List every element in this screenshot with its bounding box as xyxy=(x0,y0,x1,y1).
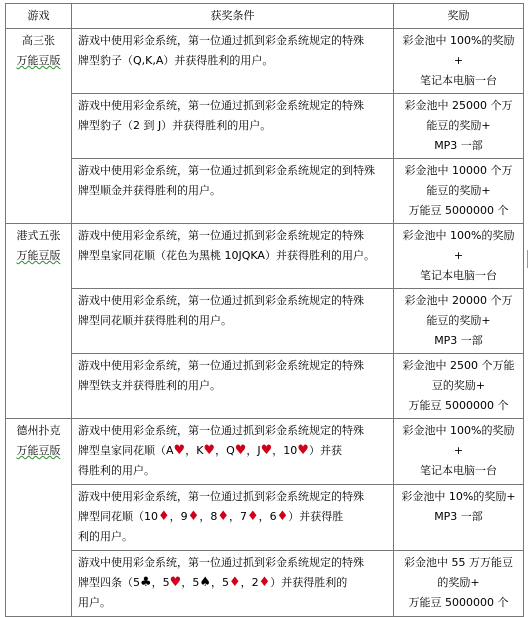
heart-icon: ♥ xyxy=(203,443,216,458)
reward-line: 能豆的奖励+ xyxy=(426,314,491,327)
club-icon: ♣ xyxy=(140,575,152,590)
reward-line: 彩金池中 20000 个万 xyxy=(404,294,513,307)
heart-icon: ♥ xyxy=(169,575,182,590)
game-name: 德州扑克 xyxy=(16,424,61,437)
heart-icon: ♥ xyxy=(260,443,273,458)
condition-line: 利的用户。 xyxy=(78,530,133,543)
reward-line: + xyxy=(453,444,464,457)
reward-cell xyxy=(394,419,524,485)
reward-line: 豆的奖励+ xyxy=(431,379,486,392)
table-row xyxy=(6,551,524,617)
condition-line: 牌型铁支并获得胜利的用户。 xyxy=(78,379,221,392)
condition-line: 游戏中使用彩金系统，第一位通过抓到彩金系统规定的特殊 xyxy=(78,359,364,372)
reward-cell xyxy=(394,159,524,224)
condition-line: 牌型同花顺并获得胜利的用户。 xyxy=(78,314,232,327)
reward-line: 能豆的奖励+ xyxy=(426,119,491,132)
reward-line: 万能豆 5000000 个 xyxy=(408,399,509,412)
condition-line: 牌型同花顺（10♦，9♦，8♦，7♦，6♦）并获得胜 xyxy=(78,509,344,524)
heart-icon: ♥ xyxy=(234,443,247,458)
condition-cell xyxy=(72,354,394,419)
reward-cell xyxy=(394,551,524,617)
reward-line: + xyxy=(453,54,464,67)
heart-icon: ♥ xyxy=(173,443,186,458)
reward-cell xyxy=(394,354,524,419)
diamond-icon: ♦ xyxy=(217,509,229,524)
reward-line: + xyxy=(453,249,464,262)
game-cell xyxy=(6,419,72,617)
condition-line: 游戏中使用彩金系统，第一位通过抓到彩金系统规定的到特殊 xyxy=(78,164,375,177)
reward-line: 彩金池中 10%的奖励+ xyxy=(401,490,516,503)
condition-line: 牌型皇家同花顺（A♥，K♥，Q♥，J♥，10♥）并获 xyxy=(78,443,342,458)
table-row xyxy=(6,94,524,159)
header-condition: 获奖条件 xyxy=(72,4,394,29)
reward-line: 笔记本电脑一台 xyxy=(420,74,497,87)
header-row xyxy=(6,4,524,29)
table-row xyxy=(6,224,524,289)
condition-line: 得胜利的用户。 xyxy=(78,464,155,477)
heart-icon: ♥ xyxy=(297,443,309,458)
condition-cell xyxy=(72,159,394,224)
condition-line: 游戏中使用彩金系统，第一位通过抓到彩金系统规定的特殊 xyxy=(78,34,364,47)
game-cell xyxy=(6,29,72,224)
game-cell xyxy=(6,224,72,419)
table-row xyxy=(6,485,524,551)
table-row xyxy=(6,354,524,419)
condition-line: 游戏中使用彩金系统，第一位通过抓到彩金系统规定的特殊 xyxy=(78,99,364,112)
condition-cell xyxy=(72,224,394,289)
prize-table xyxy=(5,3,524,617)
header-game: 游戏 xyxy=(6,4,72,29)
diamond-icon: ♦ xyxy=(246,509,259,524)
scroll-indicator[interactable] xyxy=(527,250,528,268)
reward-line: 笔记本电脑一台 xyxy=(420,269,497,282)
reward-cell xyxy=(394,29,524,94)
condition-cell xyxy=(72,419,394,485)
game-edition: 万能豆版 xyxy=(16,54,61,67)
condition-line: 用户。 xyxy=(78,596,111,609)
reward-cell xyxy=(394,94,524,159)
table-row xyxy=(6,29,524,94)
condition-line: 牌型豹子（Q,K,A）并获得胜利的用户。 xyxy=(78,54,274,67)
condition-cell xyxy=(72,29,394,94)
game-name: 高三张 xyxy=(22,34,55,47)
condition-line: 游戏中使用彩金系统，第一位通过抓到彩金系统规定的特殊 xyxy=(78,556,364,569)
reward-cell xyxy=(394,485,524,551)
reward-line: MP3 一部 xyxy=(434,139,483,152)
condition-cell xyxy=(72,551,394,617)
reward-line: 彩金池中 25000 个万 xyxy=(404,99,513,112)
diamond-icon: ♦ xyxy=(187,509,200,524)
diamond-icon: ♦ xyxy=(258,575,271,590)
reward-line: MP3 一部 xyxy=(434,510,483,523)
reward-line: 万能豆 5000000 个 xyxy=(408,204,509,217)
spade-icon: ♠ xyxy=(199,575,211,590)
reward-line: 的奖励+ xyxy=(437,576,480,589)
reward-line: 彩金池中 55 万万能豆 xyxy=(404,556,513,569)
condition-line: 牌型顺金并获得胜利的用户。 xyxy=(78,184,221,197)
condition-line: 游戏中使用彩金系统，第一位通过抓到彩金系统规定的特殊 xyxy=(78,294,364,307)
condition-line: 游戏中使用彩金系统，第一位通过抓到彩金系统规定的特殊 xyxy=(78,229,364,242)
diamond-icon: ♦ xyxy=(276,509,289,524)
condition-line: 牌型皇家同花顺（花色为黑桃 10JQKA）并获得胜利的用户。 xyxy=(78,249,375,262)
table-row xyxy=(6,419,524,485)
reward-cell xyxy=(394,224,524,289)
condition-cell xyxy=(72,485,394,551)
reward-line: MP3 一部 xyxy=(434,334,483,347)
condition-line: 游戏中使用彩金系统，第一位通过抓到彩金系统规定的特殊 xyxy=(78,424,364,437)
condition-cell xyxy=(72,289,394,354)
reward-line: 能豆的奖励+ xyxy=(426,184,491,197)
condition-line: 游戏中使用彩金系统，第一位通过抓到彩金系统规定的特殊 xyxy=(78,490,364,503)
game-name: 港式五张 xyxy=(16,229,61,242)
game-edition: 万能豆版 xyxy=(16,249,61,262)
header-reward: 奖励 xyxy=(394,4,524,29)
condition-line: 牌型四条（5♣，5♥，5♠，5♦，2♦）并获得胜利的 xyxy=(78,575,348,590)
reward-line: 笔记本电脑一台 xyxy=(420,464,497,477)
table-row xyxy=(6,159,524,224)
condition-cell xyxy=(72,94,394,159)
reward-line: 彩金池中 100%的奖励 xyxy=(402,229,515,242)
diamond-icon: ♦ xyxy=(158,509,170,524)
diamond-icon: ♦ xyxy=(228,575,241,590)
reward-cell xyxy=(394,289,524,354)
table-row xyxy=(6,289,524,354)
reward-line: 彩金池中 100%的奖励 xyxy=(402,34,515,47)
reward-line: 万能豆 5000000 个 xyxy=(408,596,509,609)
reward-line: 彩金池中 10000 个万 xyxy=(404,164,513,177)
reward-line: 彩金池中 100%的奖励 xyxy=(402,424,515,437)
game-edition: 万能豆版 xyxy=(16,444,61,457)
condition-line: 牌型豹子（2 到 J）并获得胜利的用户。 xyxy=(78,119,272,132)
reward-line: 彩金池中 2500 个万能 xyxy=(402,359,515,372)
